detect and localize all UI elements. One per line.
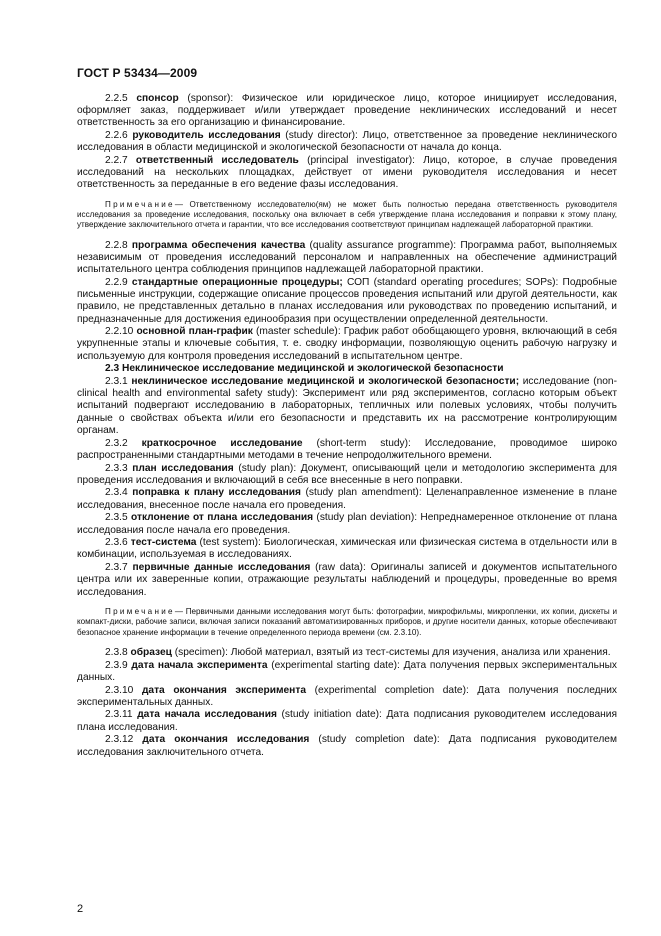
definition-text: (study director): Лицо, ответственное за проведение неклинического исследования в области медицинской и экологической безопасности от начала до конца. bbox=[77, 130, 617, 154]
term: отклонение от плана исследования bbox=[131, 512, 314, 524]
definition-text: (raw data): Оригиналы записей и документов испытательного центра или их заверенные копии, отражающие результаты наблюдений и процедуры, проведенные во время исследования. bbox=[77, 562, 617, 598]
term: дата начала эксперимента bbox=[131, 659, 268, 671]
term: дата окончания исследования bbox=[142, 734, 310, 746]
clause-number: 2.3.8 bbox=[105, 646, 128, 658]
definition-paragraph bbox=[77, 537, 617, 561]
definition-paragraph bbox=[77, 660, 617, 684]
definition-text: (study initiation date): Дата подписания руководителем исследования плана исследования. bbox=[77, 709, 617, 733]
clause-number: 2.3.10 bbox=[105, 684, 134, 696]
clause-number: 2.2.7 bbox=[105, 155, 128, 167]
clause-number: 2.2.9 bbox=[105, 276, 128, 288]
note-paragraph bbox=[77, 607, 617, 638]
clause-number: 2.2.10 bbox=[105, 326, 134, 338]
definition-paragraph bbox=[77, 93, 617, 130]
definition-text: (specimen): Любой материал, взятый из тест-системы для изучения, анализа или хранения. bbox=[171, 646, 611, 658]
document-body bbox=[77, 93, 617, 759]
term: тест-система bbox=[130, 537, 197, 549]
note-paragraph bbox=[77, 200, 617, 231]
clause-number: 2.3.1 bbox=[105, 376, 128, 388]
clause-number: 2.2.5 bbox=[105, 93, 128, 104]
definition-paragraph bbox=[77, 277, 617, 326]
note-text: — Ответственному исследователю(ям) не может быть полностью передана ответственность руководителя исследования за проведение исследования, поскольку она включает в себя утверждение плана исследования и поправки к этому плану, утверждение заключительного отчета и гарантии, что все исследования соответствуют принципам надлежащей лабораторной практики. bbox=[77, 199, 617, 230]
term: дата окончания эксперимента bbox=[141, 684, 306, 696]
clause-number: 2.3.6 bbox=[105, 537, 128, 549]
clause-number: 2.3.2 bbox=[105, 437, 128, 449]
term: образец bbox=[130, 646, 172, 658]
definition-paragraph bbox=[77, 155, 617, 192]
definition-text: (short-term study): Исследование, проводимое широко распространенными стандартными методами в течение непродолжительного времени. bbox=[77, 437, 617, 461]
term: основной план-график bbox=[136, 326, 253, 338]
clause-number: 2.3.7 bbox=[105, 562, 128, 574]
definition-text: (experimental completion date): Дата получения последних экспериментальных данных. bbox=[77, 684, 617, 708]
term: стандартные операционные процедуры; bbox=[131, 276, 343, 288]
clause-number: 2.3.9 bbox=[105, 659, 128, 671]
term: краткосрочное исследование bbox=[141, 437, 303, 449]
clause-number: 2.3.4 bbox=[105, 487, 128, 499]
definition-paragraph bbox=[77, 130, 617, 154]
note-label: Примечание bbox=[105, 606, 175, 616]
term: поправка к плану исследования bbox=[132, 487, 301, 499]
definition-paragraph bbox=[77, 463, 617, 487]
note-label: Примечание bbox=[105, 199, 175, 209]
term: план исследования bbox=[132, 462, 234, 474]
section-title: Неклиническое исследование медицинской и экологической безопасности bbox=[122, 363, 504, 375]
definition-text: (principal investigator): Лицо, которое, в случае проведения исследований на нескольких площадках, действует от имени руководителя исследования и несет ответственность за переданные в его ведение фазы исследования. bbox=[77, 155, 617, 191]
definition-text: (test system): Биологическая, химическая или физическая система в отдельности или в комбинации, используемая в исследованиях. bbox=[77, 537, 617, 561]
term: программа обеспечения качества bbox=[131, 239, 306, 251]
term: спонсор bbox=[136, 93, 179, 104]
page-number: 2 bbox=[77, 903, 84, 915]
definition-text: (study plan deviation): Непреднамеренное отклонение от плана исследования после начала его проведения. bbox=[77, 512, 617, 536]
term: ответственный исследователь bbox=[135, 155, 299, 167]
definition-paragraph bbox=[77, 685, 617, 709]
definition-text: СОП (standard operating procedures; SOPs): Подробные письменные инструкции, содержащие описание процессов проведения испытаний или другой деятельности, как правило, не представленных детально в планах исследования или руководствах по проведению испытаний, и предназначенные для достижения единообразия при осуществлении определенной деятельности. bbox=[77, 276, 617, 325]
definition-paragraph bbox=[77, 326, 617, 363]
clause-number: 2.2.6 bbox=[105, 130, 128, 142]
section-number: 2.3 bbox=[105, 363, 120, 375]
definition-text: (study plan amendment): Целенаправленное изменение в плане исследования, внесенное после начала его проведения. bbox=[77, 487, 617, 511]
definition-paragraph bbox=[77, 709, 617, 733]
clause-number: 2.3.12 bbox=[105, 734, 134, 746]
definition-paragraph bbox=[77, 647, 617, 659]
definition-text: (study plan): Документ, описывающий цели и методологию эксперимента для проведения исследования и включающий в себя все внесенные в него поправки. bbox=[77, 462, 617, 486]
definition-paragraph bbox=[77, 487, 617, 511]
clause-number: 2.3.11 bbox=[105, 709, 133, 721]
definition-text: (experimental starting date): Дата получения первых экспериментальных данных. bbox=[77, 659, 617, 683]
definition-paragraph bbox=[77, 562, 617, 599]
definition-paragraph bbox=[77, 376, 617, 437]
definition-text: исследование (non-clinical health and environmental safety study): Эксперимент или ряд экспериментов, согласно которым объект испытаний подвергают исследованию в лабораторных, тепличных или полевых условиях, чтобы получить данные о свойствах объекта и/или его безопасности и представить их на рассмотрение контролирующим органам. bbox=[77, 376, 617, 436]
note-text: — Первичными данными исследования могут быть: фотографии, микрофильмы, микропленки, их копии, дискеты и компакт-диски, рабочие записи, включая записи показаний автоматизированных приборов, и другие носители данных, которые обеспечивают безопасное хранение информации в течение определенного периода времени (см. 2.3.10). bbox=[77, 606, 617, 637]
definition-paragraph bbox=[77, 438, 617, 462]
term: дата начала исследования bbox=[137, 709, 277, 721]
definition-paragraph bbox=[77, 512, 617, 536]
definition-paragraph bbox=[77, 240, 617, 277]
definition-text: (study completion date): Дата подписания руководителем исследования заключительного отчета. bbox=[77, 734, 617, 758]
definition-text: (quality assurance programme): Программа работ, выполняемых независимым от проведения исследований персоналом и направленных на обеспечение администраций испытательного центра соблюдения принципов надлежащей лабораторной практики. bbox=[77, 239, 617, 276]
clause-number: 2.2.8 bbox=[105, 239, 128, 251]
term: первичные данные исследования bbox=[132, 562, 311, 574]
section-heading bbox=[77, 363, 617, 375]
definition-text: (master schedule): График работ обобщающего уровня, включающий в себя укрупненные этапы и ключевые события, т. е. сводку информации, позволяющую оценить рабочую нагрузку и используемую для контроля проведения исследований в испытательном центре. bbox=[77, 326, 617, 362]
page-header: ГОСТ Р 53434—2009 bbox=[77, 66, 198, 80]
clause-number: 2.3.3 bbox=[105, 462, 128, 474]
definition-paragraph bbox=[77, 734, 617, 758]
term: руководитель исследования bbox=[132, 130, 281, 142]
definition-text: (sponsor): Физическое или юридическое лицо, которое инициирует исследования, оформляет заказ, поддерживает и/или утверждает проведение неклинических исследований и несет ответственность за его организацию и финансирование. bbox=[77, 93, 617, 129]
clause-number: 2.3.5 bbox=[105, 512, 128, 524]
term: неклиническое исследование медицинской и экологической безопасности; bbox=[131, 376, 520, 388]
